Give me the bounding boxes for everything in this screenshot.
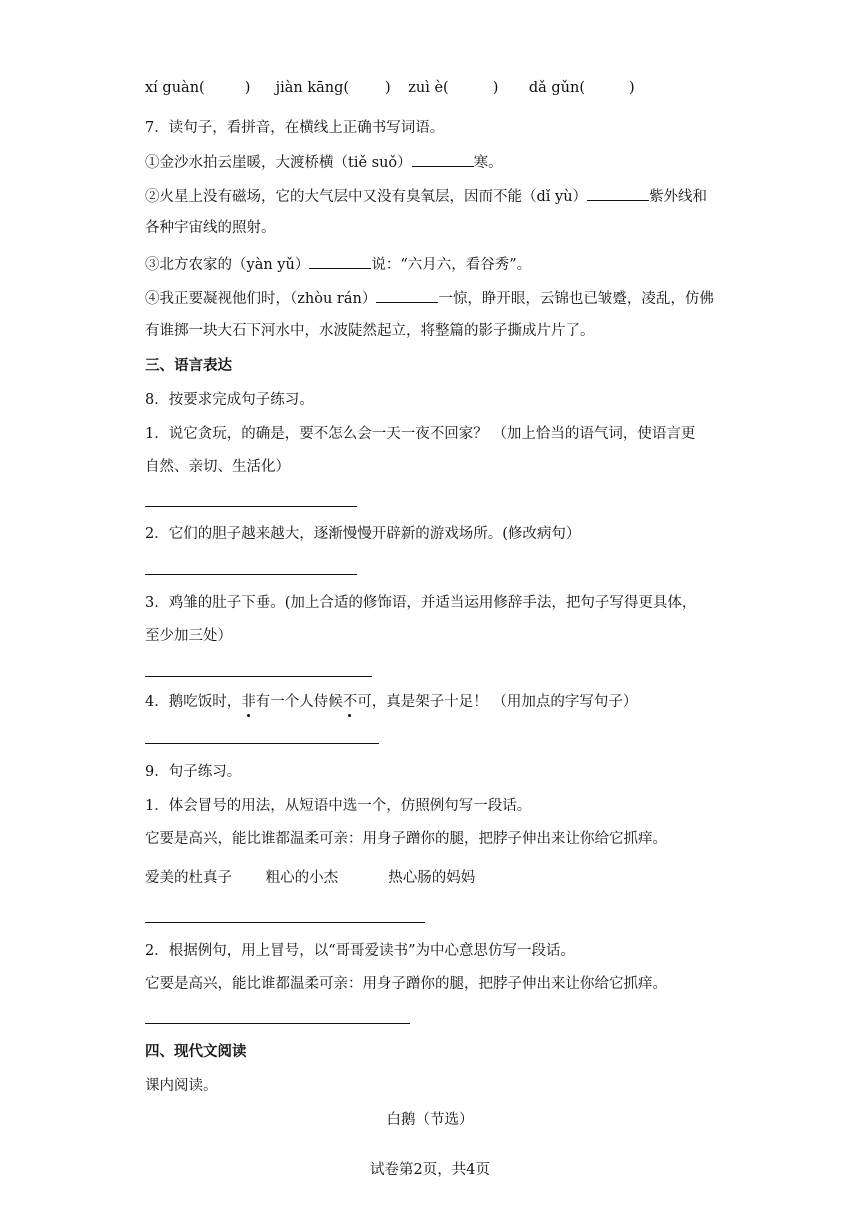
- q8-item-3-cont: 至少加三处）: [145, 628, 232, 644]
- pinyin-item: zuì è( ): [408, 80, 499, 96]
- q7-title: 7．读句子，看拼音，在横线上正确书写词语。: [145, 120, 445, 136]
- q7-sentence-4: ④我正要凝视他们时，（zhòu rán） 一惊，睁开眼，云锦也已皱蹙，凌乱，仿佛: [145, 288, 714, 309]
- q7-sentence-2: ②火星上没有磁场，它的大气层中又没有臭氧层，因而不能（dǐ yù） 紫外线和: [145, 186, 707, 207]
- emphasis-dot-char: 非: [241, 694, 256, 710]
- q7-sentence-2-cont: 各种宇宙线的照射。: [145, 220, 276, 236]
- q8-item-4: 4．鹅吃饭时，非有一个人侍候不可，真是架子十足！ （用加点的字写句子）: [145, 694, 638, 710]
- fill-blank[interactable]: [376, 288, 438, 303]
- phrase-option: 爱美的杜真子: [145, 870, 232, 886]
- q9-item-2: 2．根据例句，用上冒号，以“哥哥爱读书”为中心意思仿写一段话。: [145, 943, 576, 959]
- q8-item-2: 2．它们的胆子越来越大，逐渐慢慢开辟新的游戏场所。(修改病句）: [145, 526, 581, 542]
- answer-line[interactable]: [145, 506, 357, 507]
- answer-line[interactable]: [145, 922, 425, 923]
- pinyin-item: xí guàn( ): [145, 80, 251, 96]
- q8-item-1: 1．说它贪玩，的确是，要不怎么会一天一夜不回家？ （加上恰当的语气词，使语言更: [145, 426, 696, 442]
- answer-line[interactable]: [145, 574, 357, 575]
- pinyin-item: dǎ gǔn( ): [528, 80, 635, 96]
- q8-title: 8．按要求完成句子练习。: [145, 392, 314, 408]
- q8-item-1-cont: 自然、亲切、生活化）: [145, 459, 290, 475]
- page-footer: 试卷第2页，共4页: [370, 1162, 490, 1178]
- section-4-subheading: 课内阅读。: [145, 1078, 218, 1094]
- section-4-heading: 四、现代文阅读: [145, 1043, 247, 1060]
- phrase-option: 粗心的小杰: [265, 870, 339, 886]
- section-3-heading: 三、语言表达: [145, 357, 232, 374]
- answer-line[interactable]: [145, 676, 372, 677]
- q7-sentence-4-cont: 有谁掷一块大石下河水中，水波陡然起立，将整篇的影子撕成片片了。: [145, 323, 595, 339]
- answer-line[interactable]: [145, 1023, 410, 1024]
- q9-example-2: 它要是高兴，能比谁都温柔可亲：用身子蹭你的腿，把脖子伸出来让你给它抓痒。: [145, 976, 667, 992]
- q7-sentence-3: ③北方农家的（yàn yǔ） 说：“六月六，看谷秀”。: [145, 254, 531, 275]
- passage-title: 白鹅（节选）: [386, 1112, 474, 1128]
- emphasis-dot-char: 不: [342, 694, 358, 710]
- pinyin-item: jiàn kāng( ): [275, 80, 391, 96]
- phrase-option: 热心肠的妈妈: [388, 870, 476, 886]
- q8-item-3: 3．鸡雏的肚子下垂。(加上合适的修饰语，并适当运用修辞手法，把句子写得更具体，: [145, 595, 697, 611]
- q9-item-1: 1．体会冒号的用法，从短语中选一个，仿照例句写一段话。: [145, 798, 532, 814]
- q7-sentence-1: ①金沙水拍云崖暖，大渡桥横（tiě suǒ） 寒。: [145, 152, 503, 173]
- fill-blank[interactable]: [309, 254, 371, 269]
- q9-phrase-options: [145, 868, 475, 888]
- fill-blank[interactable]: [587, 186, 649, 201]
- answer-line[interactable]: [145, 743, 379, 744]
- q9-example: 它要是高兴，能比谁都温柔可亲：用身子蹭你的腿，把脖子伸出来让你给它抓痒。: [145, 831, 667, 847]
- q9-title: 9．句子练习。: [145, 764, 242, 780]
- pinyin-row: [145, 78, 635, 98]
- fill-blank[interactable]: [412, 152, 474, 167]
